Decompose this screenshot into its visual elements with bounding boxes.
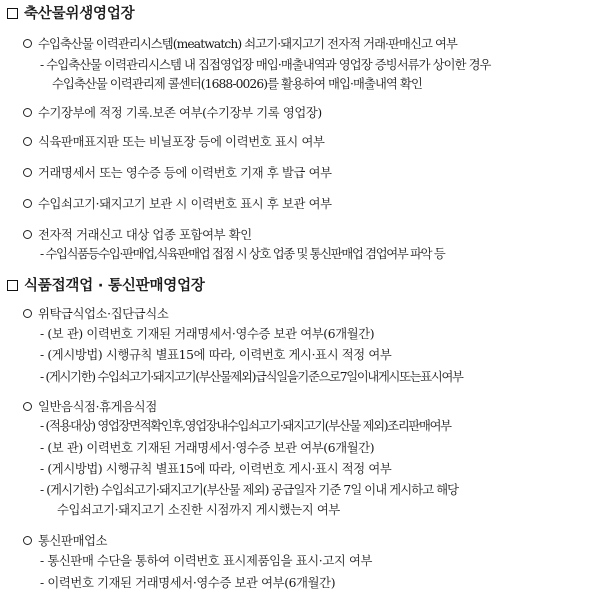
circle-bullet-icon — [23, 199, 32, 208]
list-item — [23, 306, 168, 322]
sub-item: - (적용대상) 영업장면적확인후,영업장내수입쇠고기·돼지고기(부산물 제외)조리판매여부 — [40, 419, 451, 433]
sub-item: - (게시방법) 시행규칙 별표15에 따라, 이력번호 게시·표시 적정 여부 — [40, 348, 392, 362]
circle-bullet-icon — [23, 108, 32, 117]
list-item — [23, 134, 325, 150]
list-item-text: 수입쇠고기·돼지고기 보관 시 이력번호 표시 후 보관 여부 — [38, 197, 332, 211]
sub-item: - 수입식품등수입·판매업,식육판매업 접점 시 상호 업종 및 통신판매업 겸업여부 파악 등 — [40, 247, 445, 261]
list-item-text: 수기장부에 적정 기록.보존 여부(수기장부 기록 영업장) — [38, 106, 322, 120]
list-item-text: 수입축산물 이력관리시스템(meatwatch) 쇠고기·돼지고기 전자적 거래·판매신고 여부 — [38, 37, 457, 51]
circle-bullet-icon — [23, 309, 32, 318]
sub-item-continuation: 수입축산물 이력관리제 콜센터(1688-0026)를 활용하여 매입·매출내역 확인 — [52, 77, 422, 91]
circle-bullet-icon — [23, 137, 32, 146]
circle-bullet-icon — [23, 39, 32, 48]
sub-item: - (보 관) 이력번호 기재된 거래명세서·영수증 보관 여부(6개월간) — [40, 327, 375, 341]
list-item-text: 일반음식점·휴게음식점 — [38, 400, 157, 414]
circle-bullet-icon — [23, 230, 32, 239]
section-title-livestock — [7, 5, 134, 23]
list-item — [23, 399, 157, 415]
section-title-text: 축산물위생영업장 — [24, 6, 135, 22]
list-item — [23, 165, 332, 181]
sub-item: - 통신판매 수단을 통하여 이력번호 표시제품임을 표시·고지 여부 — [40, 554, 373, 568]
list-item-text: 위탁급식업소·집단급식소 — [38, 307, 169, 321]
sub-item: - (게시기한) 수입쇠고기·돼지고기(부산물제외)급식일을기준으로7일이내게시또는표시여부 — [40, 370, 463, 384]
list-item — [23, 533, 107, 549]
circle-bullet-icon — [23, 402, 32, 411]
checkbox-square-icon — [7, 8, 18, 19]
sub-item: - (보 관) 이력번호 기재된 거래명세서·영수증 보관 여부(6개월간) — [40, 441, 375, 455]
list-item — [23, 196, 332, 212]
sub-item: - 수입축산물 이력관리시스템 내 집접영업장 매입·매출내역과 영업장 증빙서류가 상이한 경우 — [40, 58, 491, 72]
section-title-food-service — [7, 277, 205, 295]
list-item — [23, 105, 322, 121]
list-item-text: 통신판매업소 — [38, 534, 108, 548]
list-item-text: 식육판매표지판 또는 비닐포장 등에 이력번호 표시 여부 — [38, 135, 325, 149]
circle-bullet-icon — [23, 168, 32, 177]
list-item-text: 거래명세서 또는 영수증 등에 이력번호 기재 후 발급 여부 — [38, 166, 332, 180]
sub-item: - 이력번호 기재된 거래명세서·영수증 보관 여부(6개월간) — [40, 576, 336, 590]
sub-item-continuation: 수입쇠고기·돼지고기 소진한 시점까지 게시했는지 여부 — [57, 503, 340, 517]
section-title-text: 식품접객업 · 통신판매영업장 — [24, 278, 205, 294]
list-item-text: 전자적 거래신고 대상 업종 포함여부 확인 — [38, 228, 252, 242]
list-item — [23, 227, 252, 243]
checkbox-square-icon — [7, 280, 18, 291]
sub-item: - (게시기한) 수입쇠고기·돼지고기(부산물 제외) 공급일자 기준 7일 이내 게시하고 해당 — [40, 483, 459, 497]
circle-bullet-icon — [23, 536, 32, 545]
sub-item: - (게시방법) 시행규칙 별표15에 따라, 이력번호 게시·표시 적정 여부 — [40, 462, 392, 476]
list-item — [23, 36, 457, 52]
